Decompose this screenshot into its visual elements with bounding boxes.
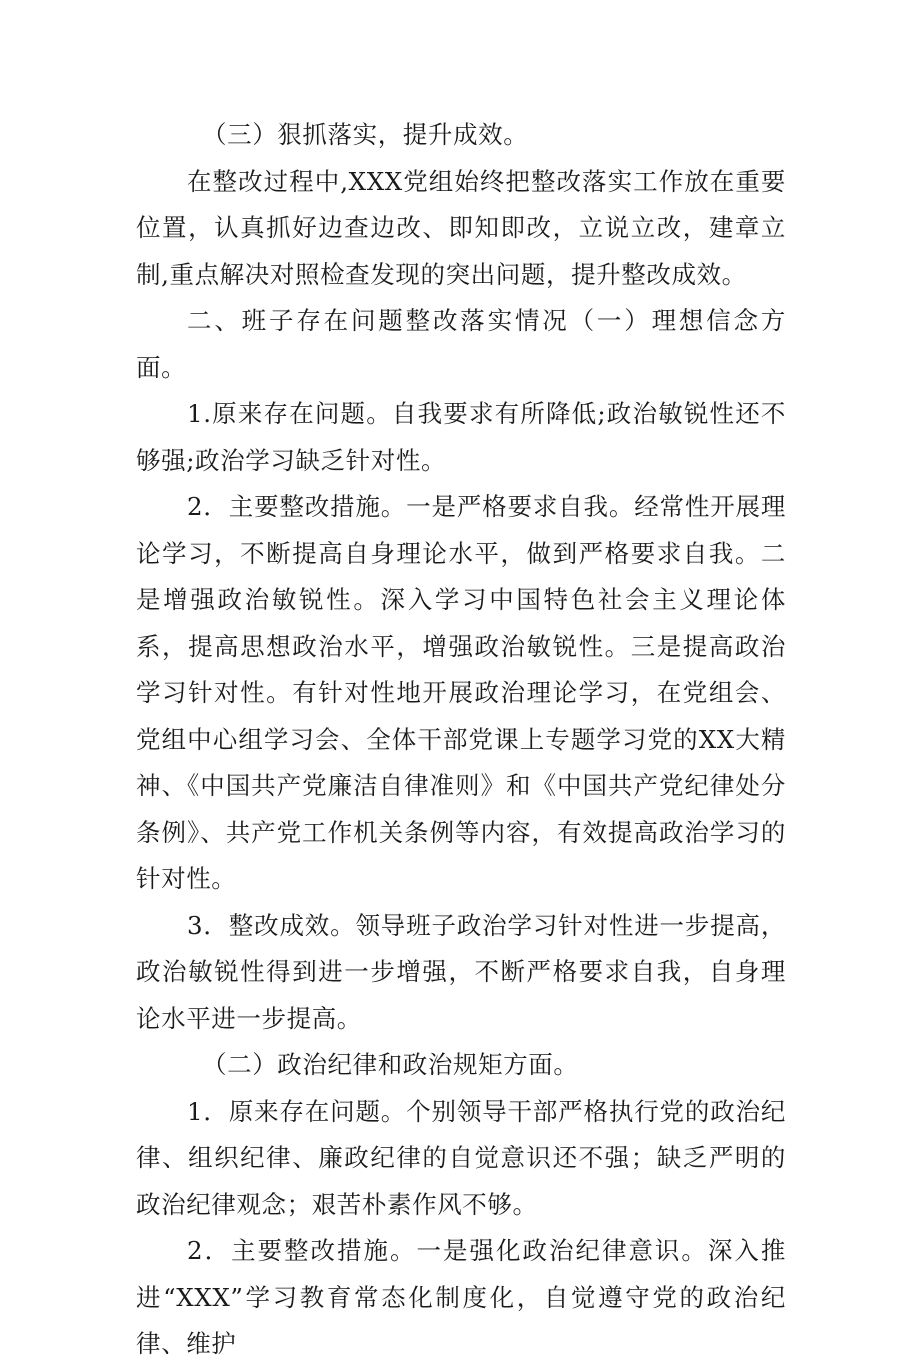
paragraph-original-problems-2: 1．原来存在问题。个别领导干部严格执行党的政治纪律、组织纪律、廉政纪律的自觉意识还不强；缺乏严明的政治纪律观念；艰苦朴素作风不够。 [136, 1096, 786, 1219]
paragraph-measures-1: 2．主要整改措施。一是严格要求自我。经常性开展理论学习，不断提高自身理论水平，做到严格要求自我。二是增强政治敏锐性。深入学习中国特色社会主义理论体系，提高思想政治水平，增强政治敏锐性。三是提高政治学习针对性。有针对性地开展政治理论学习，在党组会、党组中心组学习会、全体干部党课上专题学习党的XX大精神、《中国共产党廉洁自律准则》和《中国共产党纪律处分条例》、共产党工作机关条例等内容，有效提高政治学习的针对性。 [136, 492, 786, 893]
paragraph-rectification-process: 在整改过程中,XXX党组始终把整改落实工作放在重要位置，认真抓好边查边改、即知即改，立说立改，建章立制,重点解决对照检查发现的突出问题，提升整改成效。 [136, 166, 786, 289]
document-body [136, 112, 786, 1368]
subsection-heading-political-discipline: （二）政治纪律和政治规矩方面。 [202, 1050, 579, 1079]
paragraph-original-problems-1: 1.原来存在问题。自我要求有所降低;政治敏锐性还不够强;政治学习缺乏针对性。 [136, 399, 786, 475]
section-heading-2: 二、班子存在问题整改落实情况（一）理想信念方面。 [136, 306, 786, 382]
section-heading-3: （三）狠抓落实，提升成效。 [202, 120, 529, 149]
paragraph-results-1: 3．整改成效。领导班子政治学习针对性进一步提高，政治敏锐性得到进一步增强，不断严格要求自我，自身理论水平进一步提高。 [136, 910, 786, 1033]
paragraph-measures-2: 2．主要整改措施。一是强化政治纪律意识。深入推进“XXX”学习教育常态化制度化，自觉遵守党的政治纪律、维护 [136, 1236, 786, 1358]
